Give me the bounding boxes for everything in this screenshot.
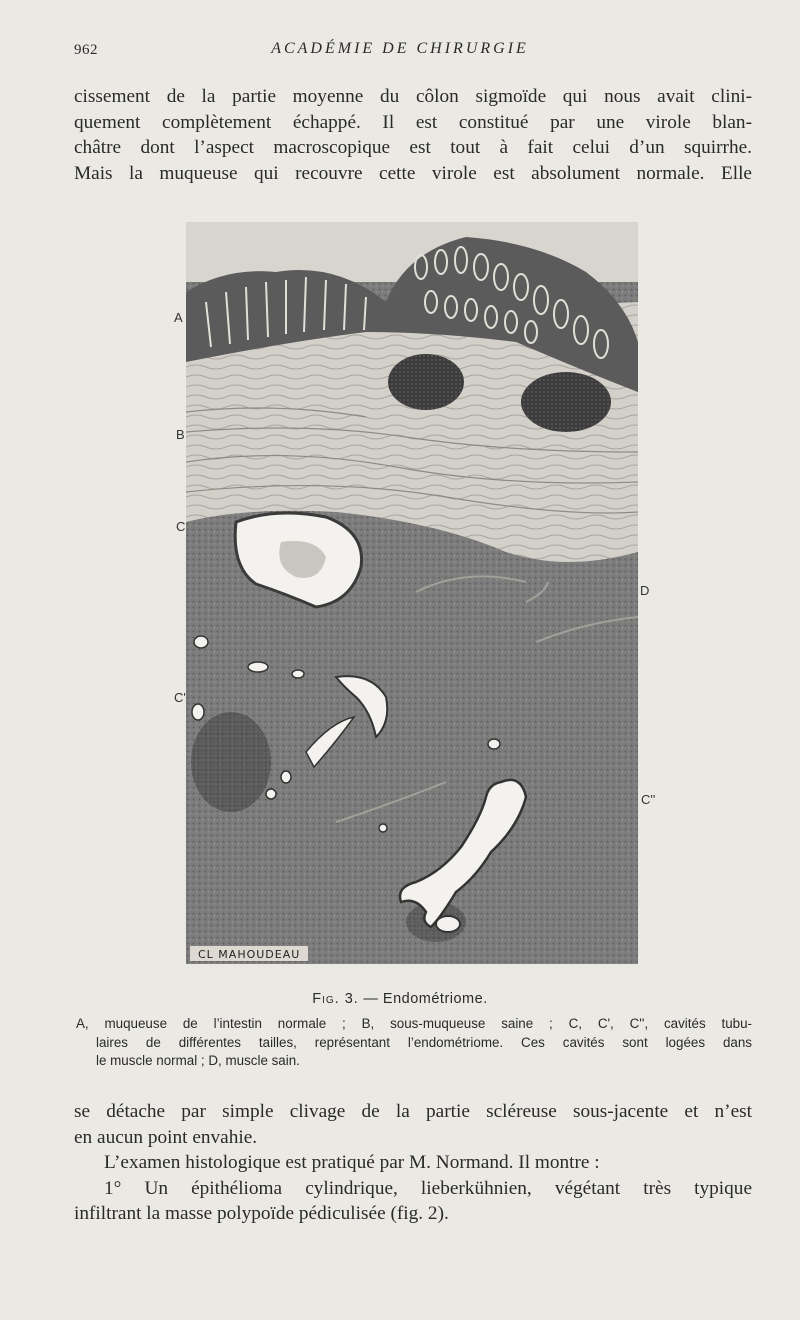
caption-line: laires de différentes tailles, représentant l’endométriome. Ces cavités sont logées dans xyxy=(96,1034,752,1050)
text-line: cissement de la partie moyenne du côlon sigmoïde qui nous avait clini- xyxy=(74,86,752,107)
figure-label-c-prime: C' xyxy=(174,690,186,705)
histology-illustration xyxy=(186,222,638,964)
text-line: L’examen histologique est pratiqué par M. Normand. Il montre : xyxy=(104,1152,600,1173)
text-line: en aucun point envahie. xyxy=(74,1126,258,1148)
dark-nodule xyxy=(521,372,611,432)
histology-figure xyxy=(186,222,638,964)
figure-title xyxy=(0,991,800,1007)
paragraph-bottom xyxy=(74,1099,752,1227)
paragraph-top xyxy=(74,84,752,186)
text-line: Mais la muqueuse qui recouvre cette virole est absolument normale. Elle xyxy=(74,162,752,184)
running-title: ACADÉMIE DE CHIRURGIE xyxy=(271,40,529,57)
text-line: châtre dont l’aspect macroscopique est tout à fait celui d’un squirrhe. xyxy=(74,137,752,158)
figure-label-a: A xyxy=(174,310,183,325)
figure-caption xyxy=(76,1015,752,1071)
figure-label-b: B xyxy=(176,427,185,442)
dark-nodule xyxy=(388,354,464,410)
caption-line: le muscle normal ; D, muscle sain. xyxy=(96,1053,300,1068)
figure-number: Fig. 3. xyxy=(312,991,359,1007)
page-number: 962 xyxy=(74,42,98,58)
figure-title-text: — Endométriome. xyxy=(363,991,488,1007)
text-line: quement complètement échappé. Il est constitué par une virole blan- xyxy=(74,111,752,133)
photo-credit: CL MAHOUDEAU xyxy=(190,946,308,961)
text-line: se détache par simple clivage de la partie scléreuse sous-jacente et n’est xyxy=(74,1101,752,1122)
figure-label-d: D xyxy=(640,583,650,598)
text-line: 1° Un épithélioma cylindrique, lieberkühnien, végétant très typique xyxy=(104,1177,752,1199)
caption-line: A, muqueuse de l’intestin normale ; B, sous-muqueuse saine ; C, C', C'', cavités tubu- xyxy=(76,1016,752,1031)
figure-label-c: C xyxy=(176,519,186,534)
figure-label-c-double-prime: C'' xyxy=(641,792,656,807)
text-line: infiltrant la masse polypoïde pédiculisée (fig. 2). xyxy=(74,1203,449,1224)
